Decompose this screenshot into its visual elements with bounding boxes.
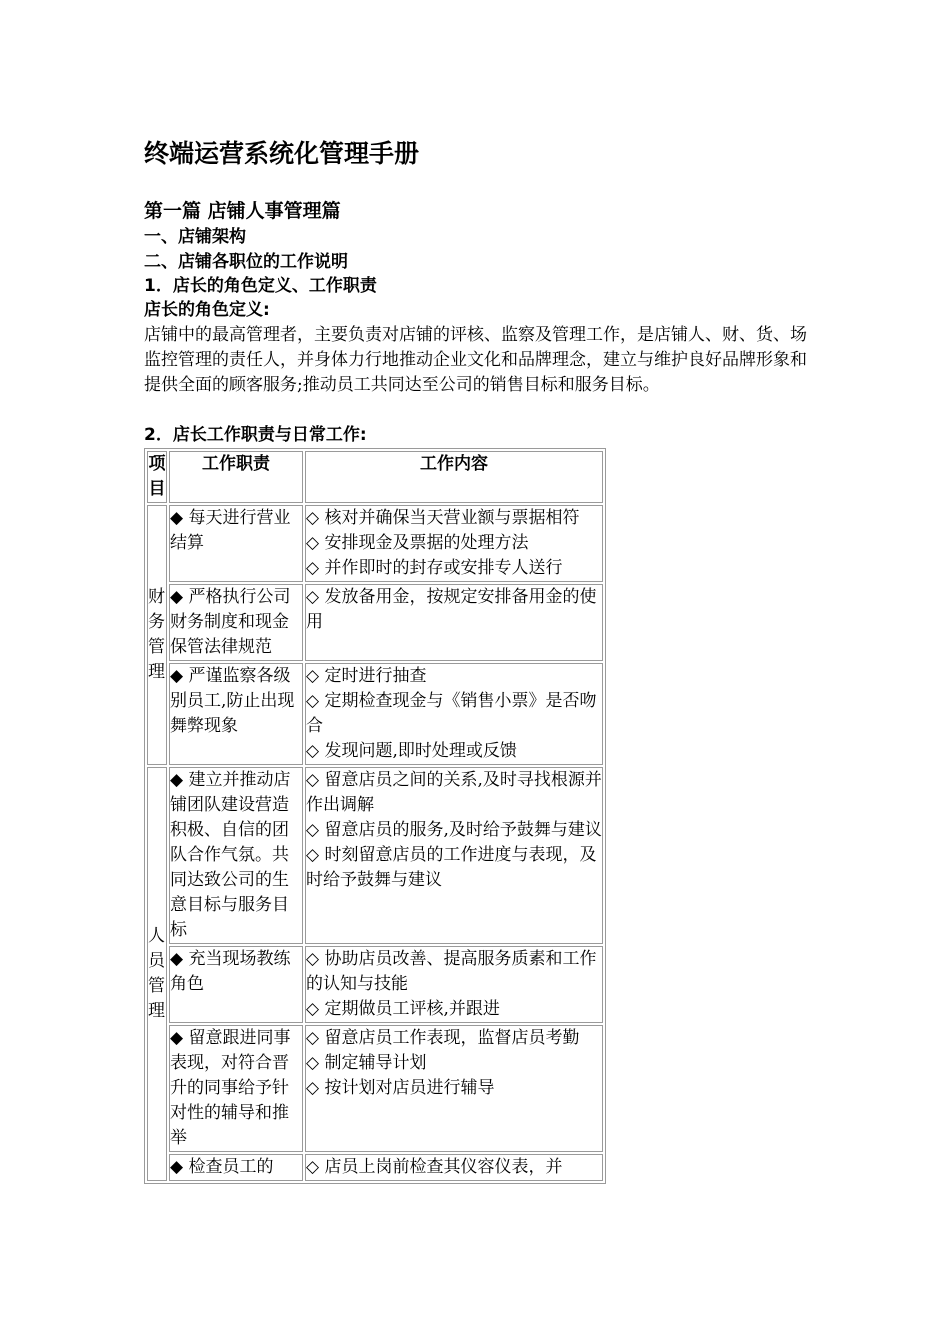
duty-cell xyxy=(169,505,303,582)
content-item: ◇ 定期做员工评核,并跟进 xyxy=(306,999,500,1019)
duty-cell xyxy=(169,946,303,1023)
table-row xyxy=(147,767,603,944)
content-cell xyxy=(305,663,603,765)
table-row xyxy=(147,505,603,582)
role-definition-paragraph: 店铺中的最高管理者，主要负责对店铺的评核、监察及管理工作，是店铺人、财、货、场监控管理的责任人，并身体力行地推动企业文化和品牌理念，建立与维护良好品牌形象和提供全面的顾客服务;推动员工共同达至公司的销售目标和服务目标。 xyxy=(144,325,807,395)
header-category: 项目 xyxy=(147,451,167,503)
content-item: ◇ 定时进行抽查 xyxy=(306,666,427,686)
content-item: ◇ 按计划对店员进行辅导 xyxy=(306,1078,495,1098)
content-item: ◇ 留意店员工作表现，监督店员考勤 xyxy=(306,1028,580,1048)
content-item: ◇ 并作即时的封存或安排专人送行 xyxy=(306,558,563,578)
category-cell-finance: 财务管理 xyxy=(147,505,167,765)
content-item: ◇ 制定辅导计划 xyxy=(306,1053,427,1073)
role-definition-label: 店长的角色定义: xyxy=(144,300,270,320)
duty-cell xyxy=(169,584,303,661)
table-row xyxy=(147,1025,603,1152)
content-item: ◇ 留意店员的服务,及时给予鼓舞与建议 xyxy=(306,820,602,840)
content-cell xyxy=(305,767,603,944)
content-item: ◇ 定期检查现金与《销售小票》是否吻合 xyxy=(306,691,597,736)
duty-text: ◆ 严格执行公司财务制度和现金保管法律规范 xyxy=(170,587,291,657)
content-item: ◇ 安排现金及票据的处理方法 xyxy=(306,533,529,553)
duty-cell xyxy=(169,767,303,944)
content-item: ◇ 发现问题,即时处理或反馈 xyxy=(306,741,517,761)
duties-table xyxy=(144,448,606,1184)
duty-cell xyxy=(169,1025,303,1152)
table-row xyxy=(147,584,603,661)
subsection-heading-duties: 2．店长工作职责与日常工作: xyxy=(144,425,367,445)
table-row xyxy=(147,946,603,1023)
content-cell xyxy=(305,505,603,582)
content-item: ◇ 留意店员之间的关系,及时寻找根源并作出调解 xyxy=(306,770,602,815)
content-cell xyxy=(305,584,603,661)
header-content: 工作内容 xyxy=(305,451,603,503)
content-cell xyxy=(305,1154,603,1181)
document-title: 终端运营系统化管理手册 xyxy=(144,139,420,168)
duty-text: ◆ 建立并推动店铺团队建设营造积极、自信的团队合作气氛。共同达致公司的生意目标与服务目标 xyxy=(170,770,291,940)
content-item: ◇ 核对并确保当天营业额与票据相符 xyxy=(306,508,580,528)
part-title: 第一篇 店铺人事管理篇 xyxy=(144,200,341,222)
content-item: ◇ 发放备用金，按规定安排备用金的使用 xyxy=(306,587,597,632)
section-heading-store-structure: 一、店铺架构 xyxy=(144,227,246,247)
content-item: ◇ 时刻留意店员的工作进度与表现，及时给予鼓舞与建议 xyxy=(306,845,597,890)
section-heading-job-descriptions: 二、店铺各职位的工作说明 xyxy=(144,252,348,272)
duty-cell xyxy=(169,1154,303,1181)
duty-text: ◆ 留意跟进同事表现，对符合晋升的同事给予针对性的辅导和推举 xyxy=(170,1028,291,1148)
table-row xyxy=(147,1154,603,1181)
duty-text: ◆ 检查员工的 xyxy=(170,1157,274,1177)
duty-text: ◆ 充当现场教练角色 xyxy=(170,949,291,994)
header-duty: 工作职责 xyxy=(169,451,303,503)
content-cell xyxy=(305,1025,603,1152)
category-cell-personnel: 人员管理 xyxy=(147,767,167,1181)
duties-table-container xyxy=(144,448,614,1212)
duty-text: ◆ 每天进行营业结算 xyxy=(170,508,291,553)
table-header-row xyxy=(147,451,603,503)
subsection-heading-role-definition: 1．店长的角色定义、工作职责 xyxy=(144,276,377,296)
content-item: ◇ 店员上岗前检查其仪容仪表，并 xyxy=(306,1157,563,1177)
table-row xyxy=(147,663,603,765)
duty-cell xyxy=(169,663,303,765)
duty-text: ◆ 严谨监察各级别员工,防止出现舞弊现象 xyxy=(170,666,295,736)
content-cell xyxy=(305,946,603,1023)
content-item: ◇ 协助店员改善、提高服务质素和工作的认知与技能 xyxy=(306,949,597,994)
